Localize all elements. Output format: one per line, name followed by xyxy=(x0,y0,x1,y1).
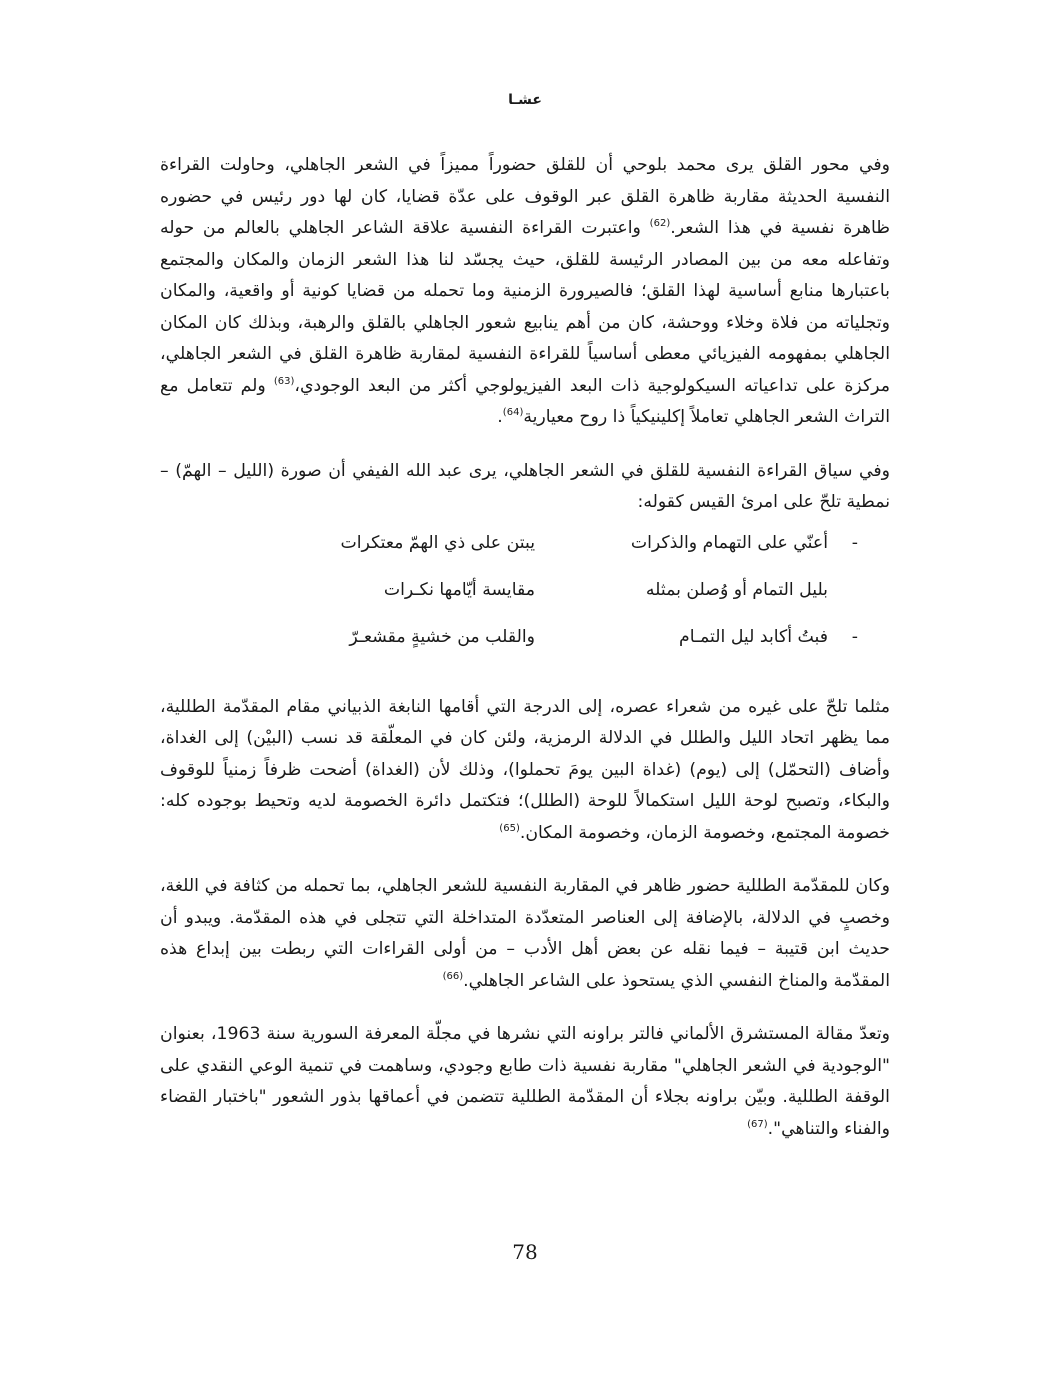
paragraph-text-continued: واعتبرت القراءة النفسية علاقة الشاعر الجاهلي بالعالم من حوله وتفاعله معه من بين المصادر الرئيسة للقلق، حيث يجسّد لنا هذا الشعر الزمان والمكان والمجتمع باعتبارها منابع أساسية لهذا القلق؛ فالصيرورة الزمنية وما تحمله من قضايا كونية أو واقعية، والمكان وتجلياته من فلاة وخلاء ووحشة، كان من أهم ينابيع شعور الجاهلي بالقلق والرهبة، وبذلك كان المكان الجاهلي بمفهومه الفيزيائي معطى أساسياً للقراءة النفسية لمقاربة ظاهرة القلق في الشعر الجاهلي، مركزة على تداعياته السيكولوجية ذات البعد الفيزيولوجي أكثر من البعد الوجودي، xyxy=(160,218,890,396)
verse-second-hemistich: يبتن على ذي الهمّ معتكرات xyxy=(340,532,535,553)
footnote-ref-66: (66) xyxy=(442,970,464,982)
paragraph-text-continued: ولم تتعامل مع التراث الشعر الجاهلي تعاملاً إكلينيكياً ذا روح معيارية xyxy=(160,375,890,427)
poem-verses xyxy=(160,533,890,674)
paragraph-text: وتعدّ مقالة المستشرق الألماني فالتر براونه التي نشرها في مجلّة المعرفة السورية سنة 1963، بعنوان "الوجودية في الشعر الجاهلي" مقاربة نفسية ذات طابع وجودي، وساهمت في تنمية الوعي النقدي على الوقفة الطللية. وبيّن براونه بجلاء أن المقدّمة الطللية تتضمن في أعماقها بذور الشعور "باختبار القضاء والفناء والتناهي". xyxy=(160,1024,891,1139)
verse-second-hemistich: والقلب من خشيةٍ مقشعـرّ xyxy=(349,626,535,647)
paragraph-text: وفي محور القلق يرى محمد بلوحي أن للقلق حضوراً مميزاً في الشعر الجاهلي، وحاولت القراءة النفسية الحديثة مقاربة ظاهرة القلق عبر الوقوف على عدّة قضايا، كان لها دور رئيس في حضوره ظاهرة نفسية في هذا الشعر. xyxy=(160,155,890,238)
verse-dash: - xyxy=(851,532,858,553)
verse-first-hemistich: أعنّي على التهمام والذكرات xyxy=(630,532,828,553)
verse-line xyxy=(160,580,890,627)
page-number: 78 xyxy=(512,1240,538,1264)
footnote-ref-63: (63) xyxy=(273,375,295,387)
paragraph-braune xyxy=(160,1019,890,1145)
verse-second-hemistich: مقايسة أيّامها نكـرات xyxy=(383,579,535,600)
footnote-ref-64: (64) xyxy=(502,407,524,419)
verse-first-hemistich: فبتُ أكابد ليل التمـام xyxy=(679,626,828,647)
verse-dash: - xyxy=(851,626,858,647)
paragraph-night-worry: وفي سياق القراءة النفسية للقلق في الشعر الجاهلي، يرى عبد الله الفيفي أن صورة (الليل – الهمّ) – نمطية تلحّ على امرئ القيس كقوله: xyxy=(160,460,890,512)
paragraph-anxiety-axis xyxy=(160,150,890,434)
footnote-ref-62: (62) xyxy=(649,218,671,230)
paragraph-text: مثلما تلحّ على غيره من شعراء عصره، إلى الدرجة التي أقامها النابغة الذبياني مقام المقدّمة الطللية، مما يظهر اتحاد الليل والطلل في الدلالة الرمزية، ولئن كان في المعلّقة قد نسب (البيْن) إلى الغداة، وأضاف (التحمّل) إلى (يوم) (غداة البين يومَ تحملوا)، وذلك لأن (الغداة) أضحت ظرفاً زمنياً للوقوف والبكاء، وتصبح لوحة الليل استكمالاً للوحة (الطلل)؛ فتكتمل دائرة الخصومة لديه وتحيط بوجوده كله: خصومة المجتمع، وخصومة الزمان، وخصومة المكان. xyxy=(160,696,890,843)
footnote-ref-65: (65) xyxy=(499,822,520,834)
verse-line xyxy=(160,627,890,674)
footnote-ref-67: (67) xyxy=(747,1118,768,1130)
page-body xyxy=(160,150,890,1167)
paragraph-text-end: . xyxy=(497,407,503,427)
running-header: عشـا xyxy=(508,92,542,108)
paragraph-nabigha xyxy=(160,692,890,850)
verse-line xyxy=(160,533,890,580)
verse-first-hemistich: بليل التمام أو وُصلن بمثله xyxy=(645,579,828,600)
paragraph-atlal-prelude xyxy=(160,871,890,997)
paragraph-text: وكان للمقدّمة الطللية حضور ظاهر في المقاربة النفسية للشعر الجاهلي، بما تحمله من كثافة في اللغة، وخصبٍ في الدلالة، بالإضافة إلى العناصر المتعدّدة المتداخلة التي تتجلى في هذه المقدّمة. ويبدو أن حديث ابن قتيبة – فيما نقله عن بعض أهل الأدب – من أولى القراءات التي ربطت بين إبداع هذه المقدّمة والمناخ النفسي الذي يستحوذ على الشاعر الجاهلي. xyxy=(160,876,890,991)
